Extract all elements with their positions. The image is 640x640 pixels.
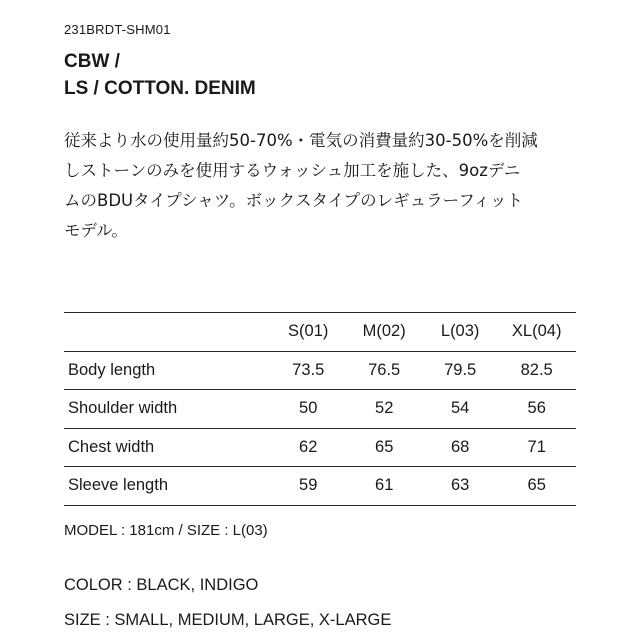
- row-label-body-length: Body length: [64, 351, 271, 390]
- description-line: 従来より水の使用量約50-70%・電気の消費量約30-50%を削減: [64, 131, 538, 150]
- table-cell: 76.5: [345, 351, 422, 390]
- table-cell: 65: [345, 428, 422, 467]
- table-cell: 52: [345, 390, 422, 429]
- table-cell: 61: [345, 467, 422, 506]
- table-cell: 68: [423, 428, 497, 467]
- product-title: [64, 48, 256, 102]
- table-row: [64, 390, 576, 429]
- product-title-line-2: LS / COTTON. DENIM: [64, 78, 256, 99]
- table-cell: 73.5: [271, 351, 345, 390]
- size-table-header-empty: [64, 313, 271, 352]
- product-description: [64, 126, 584, 246]
- size-table-header-row: [64, 313, 576, 352]
- table-row: [64, 467, 576, 506]
- row-label-sleeve-length: Sleeve length: [64, 467, 271, 506]
- product-code: 231BRDT-SHM01: [64, 22, 171, 37]
- size-table-header-m: M(02): [345, 313, 422, 352]
- row-label-shoulder-width: Shoulder width: [64, 390, 271, 429]
- description-line: しストーンのみを使用するウォッシュ加工を施した、9ozデニ: [64, 161, 521, 180]
- table-cell: 71: [497, 428, 576, 467]
- description-line: モデル。: [64, 221, 128, 240]
- size-table-header-xl: XL(04): [497, 313, 576, 352]
- product-title-line-1: CBW /: [64, 51, 120, 72]
- table-row: [64, 351, 576, 390]
- size-table: [64, 312, 576, 506]
- description-line: ムのBDUタイプシャツ。ボックスタイプのレギュラーフィット: [64, 191, 523, 210]
- table-cell: 62: [271, 428, 345, 467]
- table-cell: 50: [271, 390, 345, 429]
- size-table-header-l: L(03): [423, 313, 497, 352]
- table-cell: 82.5: [497, 351, 576, 390]
- table-cell: 65: [497, 467, 576, 506]
- table-row: [64, 428, 576, 467]
- table-cell: 63: [423, 467, 497, 506]
- color-info: COLOR : BLACK, INDIGO: [64, 576, 259, 594]
- size-table-header-s: S(01): [271, 313, 345, 352]
- size-info: SIZE : SMALL, MEDIUM, LARGE, X-LARGE: [64, 611, 392, 629]
- table-cell: 79.5: [423, 351, 497, 390]
- table-cell: 59: [271, 467, 345, 506]
- table-cell: 54: [423, 390, 497, 429]
- row-label-chest-width: Chest width: [64, 428, 271, 467]
- table-cell: 56: [497, 390, 576, 429]
- model-info: MODEL : 181cm / SIZE : L(03): [64, 522, 268, 539]
